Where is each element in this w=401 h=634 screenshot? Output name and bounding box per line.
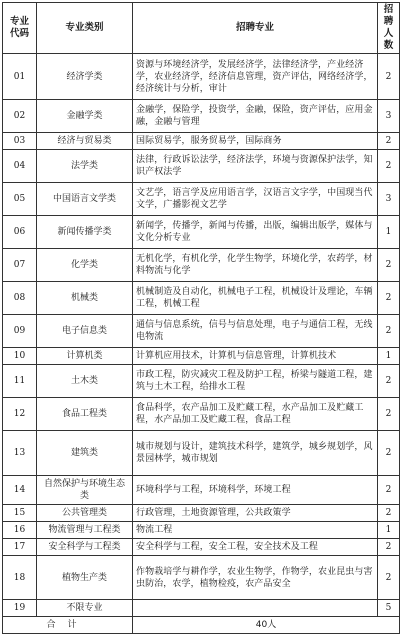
row-category: 化学类 <box>37 249 133 282</box>
row-code: 11 <box>3 365 37 398</box>
row-majors: 城市规划与设计，建筑技术科学，建筑学，城乡规划学，风景园林学，城市规划 <box>133 431 378 476</box>
row-code: 06 <box>3 216 37 249</box>
row-code: 19 <box>3 600 37 617</box>
header-category: 专业类别 <box>37 3 133 54</box>
row-majors: 金融学，保险学，投资学，金融，保险，资产评估，应用金融，金融与管理 <box>133 100 378 133</box>
row-count: 1 <box>378 522 400 539</box>
row-code: 05 <box>3 183 37 216</box>
row-code: 04 <box>3 150 37 183</box>
row-category: 安全科学与工程类 <box>37 539 133 556</box>
table-row <box>3 315 400 348</box>
table-row <box>3 348 400 365</box>
row-count: 2 <box>378 398 400 431</box>
row-count: 2 <box>378 315 400 348</box>
row-code: 14 <box>3 476 37 505</box>
row-category: 建筑类 <box>37 431 133 476</box>
table-row <box>3 505 400 522</box>
table-row <box>3 556 400 600</box>
row-count: 1 <box>378 348 400 365</box>
table-row <box>3 431 400 476</box>
row-code: 03 <box>3 133 37 150</box>
table-row <box>3 282 400 315</box>
table-row <box>3 522 400 539</box>
row-count: 2 <box>378 431 400 476</box>
row-count: 2 <box>378 133 400 150</box>
table-row <box>3 476 400 505</box>
row-majors: 新闻学，传播学，新闻与传播，出版，编辑出版学，媒体与文化分析专业 <box>133 216 378 249</box>
row-count: 2 <box>378 150 400 183</box>
row-majors: 计算机应用技术，计算机与信息管理，计算机技术 <box>133 348 378 365</box>
table-row <box>3 100 400 133</box>
row-majors: 市政工程，防灾减灾工程及防护工程，桥梁与隧道工程，建筑与土木工程，给排水工程 <box>133 365 378 398</box>
table-row <box>3 54 400 100</box>
row-majors: 安全科学与工程，安全工程，安全技术及工程 <box>133 539 378 556</box>
row-count: 1 <box>378 216 400 249</box>
row-count: 2 <box>378 476 400 505</box>
row-count: 2 <box>378 505 400 522</box>
row-code: 13 <box>3 431 37 476</box>
table-body <box>3 54 400 634</box>
row-count: 2 <box>378 539 400 556</box>
row-majors: 环境科学与工程，环境科学，环境工程 <box>133 476 378 505</box>
row-code: 17 <box>3 539 37 556</box>
row-code: 09 <box>3 315 37 348</box>
row-category: 物流管理与工程类 <box>37 522 133 539</box>
row-count: 5 <box>378 600 400 617</box>
table-row <box>3 183 400 216</box>
row-code: 07 <box>3 249 37 282</box>
row-majors: 食品科学，农产品加工及贮藏工程，水产品加工及贮藏工程，水产品加工及贮藏工程，食品工程 <box>133 398 378 431</box>
table-row <box>3 539 400 556</box>
row-majors: 作物栽培学与耕作学，农业生物学，作物学，农业昆虫与害虫防治，农学，植物检疫，农产品安全 <box>133 556 378 600</box>
row-majors <box>133 600 378 617</box>
row-category: 经济与贸易类 <box>37 133 133 150</box>
row-majors: 文艺学，语言学及应用语言学，汉语言文字学，中国现当代文学，广播影视文艺学 <box>133 183 378 216</box>
row-category: 计算机类 <box>37 348 133 365</box>
row-category: 不限专业 <box>37 600 133 617</box>
row-majors: 机械制造及自动化，机械电子工程，机械设计及理论，车辆工程，机械工程 <box>133 282 378 315</box>
row-code: 02 <box>3 100 37 133</box>
row-majors: 物流工程 <box>133 522 378 539</box>
row-code: 08 <box>3 282 37 315</box>
row-count: 2 <box>378 365 400 398</box>
table-header-row <box>3 3 400 54</box>
row-majors: 资源与环境经济学，发展经济学，法律经济学，产业经济学，农业经济学，经济信息管理，资产评估，网络经济学，经济统计与分析，审计 <box>133 54 378 100</box>
row-category: 金融学类 <box>37 100 133 133</box>
row-count: 2 <box>378 282 400 315</box>
row-majors: 行政管理，土地资源管理，公共政策学 <box>133 505 378 522</box>
total-label: 合计 <box>3 617 133 634</box>
row-majors: 国际贸易学，服务贸易学，国际商务 <box>133 133 378 150</box>
row-code: 01 <box>3 54 37 100</box>
row-count: 3 <box>378 100 400 133</box>
row-count: 2 <box>378 249 400 282</box>
row-code: 10 <box>3 348 37 365</box>
row-category: 电子信息类 <box>37 315 133 348</box>
row-category: 土木类 <box>37 365 133 398</box>
table-row <box>3 365 400 398</box>
row-category: 自然保护与环境生态类 <box>37 476 133 505</box>
row-category: 中国语言文学类 <box>37 183 133 216</box>
row-code: 12 <box>3 398 37 431</box>
row-count: 2 <box>378 556 400 600</box>
row-code: 16 <box>3 522 37 539</box>
table-row <box>3 249 400 282</box>
row-code: 15 <box>3 505 37 522</box>
row-majors: 法律，行政诉讼法学，经济法学，环境与资源保护法学，知识产权法学 <box>133 150 378 183</box>
table-row <box>3 133 400 150</box>
row-category: 新闻传播学类 <box>37 216 133 249</box>
row-category: 机械类 <box>37 282 133 315</box>
total-row <box>3 617 400 634</box>
row-category: 食品工程类 <box>37 398 133 431</box>
header-majors: 招聘专业 <box>133 3 378 54</box>
recruitment-table <box>2 2 400 634</box>
row-category: 经济学类 <box>37 54 133 100</box>
row-code: 18 <box>3 556 37 600</box>
row-count: 2 <box>378 54 400 100</box>
table-row <box>3 600 400 617</box>
row-category: 法学类 <box>37 150 133 183</box>
header-code: 专业代码 <box>3 3 37 54</box>
row-majors: 无机化学，有机化学，化学生物学，环境化学，农药学，材料物流与化学 <box>133 249 378 282</box>
table-row <box>3 150 400 183</box>
row-count: 3 <box>378 183 400 216</box>
row-category: 公共管理类 <box>37 505 133 522</box>
table-row <box>3 398 400 431</box>
header-count: 招聘人数 <box>378 3 400 54</box>
row-category: 植物生产类 <box>37 556 133 600</box>
total-value: 40人 <box>133 617 400 634</box>
table-row <box>3 216 400 249</box>
row-majors: 通信与信息系统，信号与信息处理，电子与通信工程，无线电物流 <box>133 315 378 348</box>
